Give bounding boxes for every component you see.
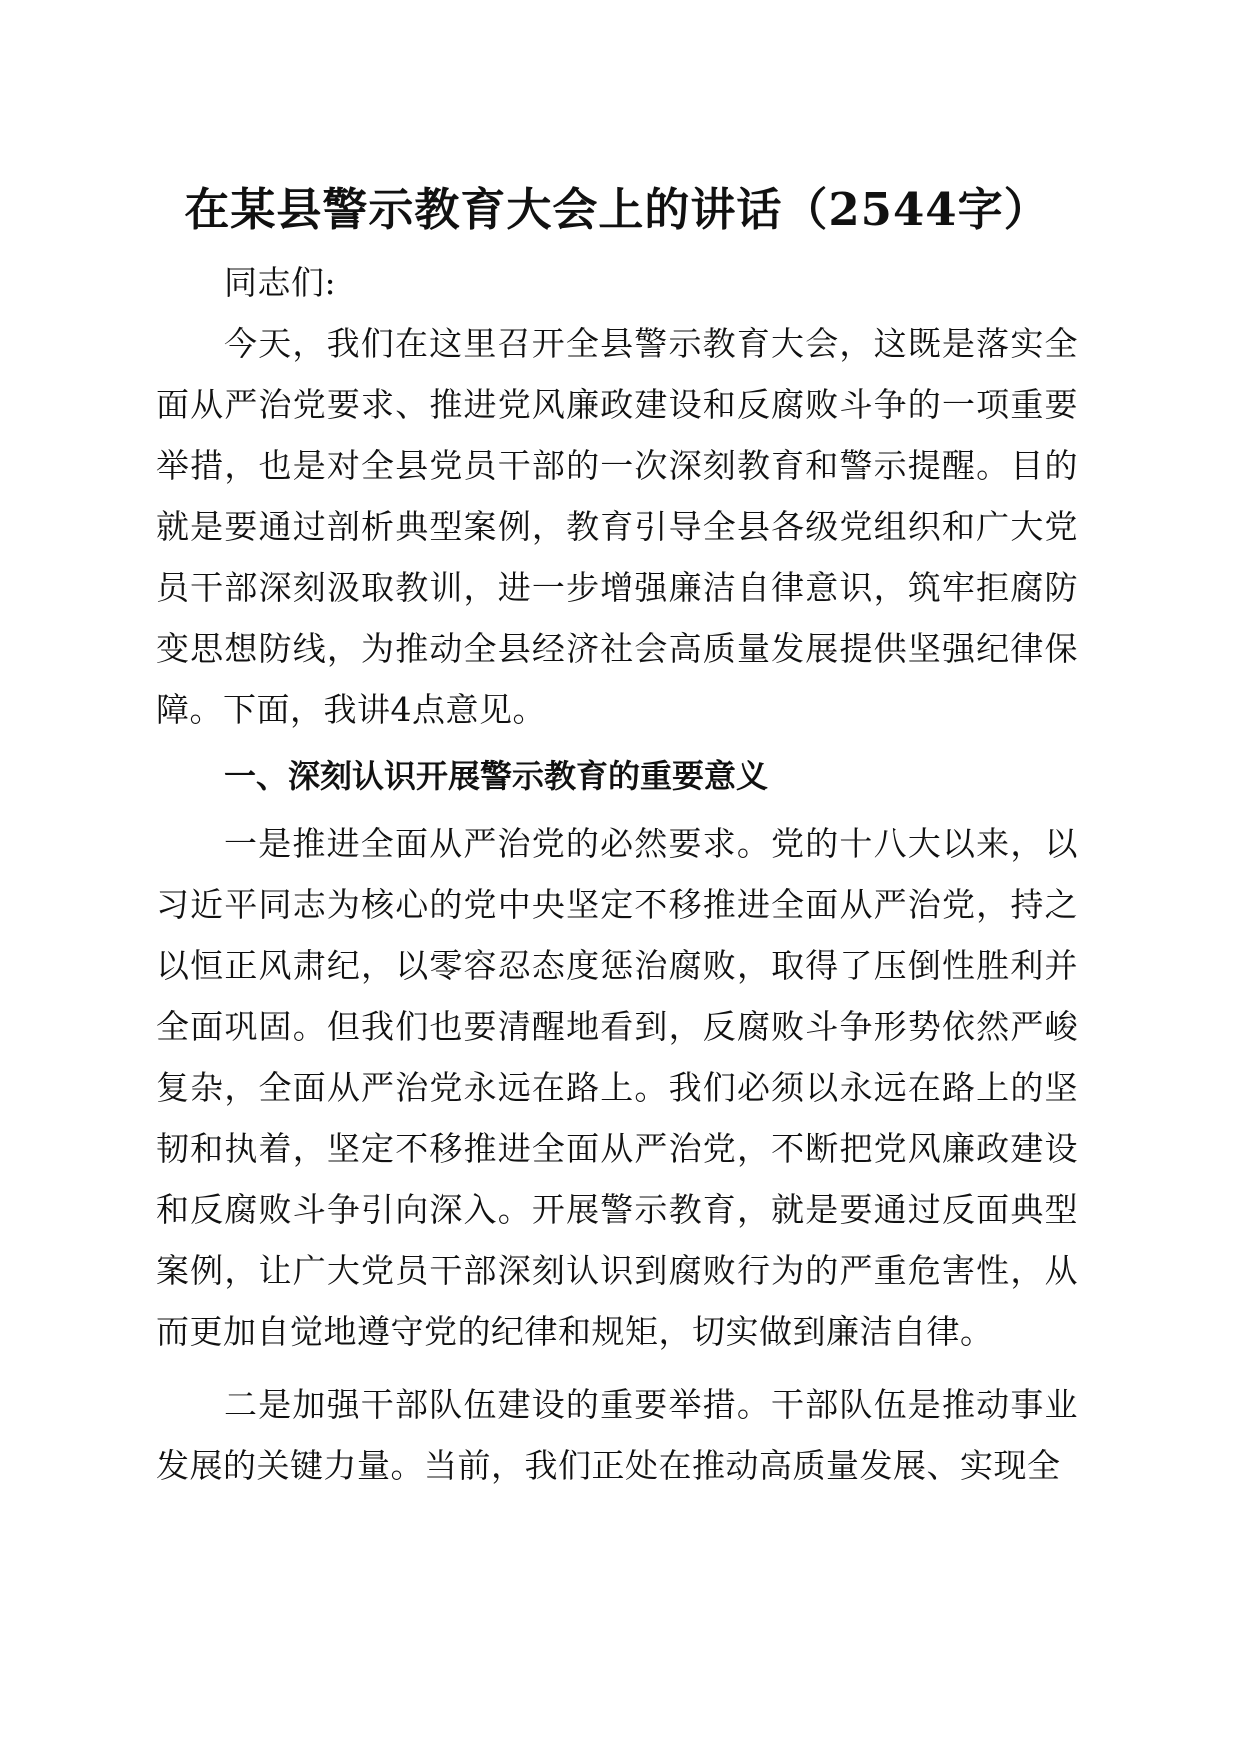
- intro-paragraph: 今天，我们在这里召开全县警示教育大会，这既是落实全面从严治党要求、推进党风廉政建设和反腐败斗争的一项重要举措，也是对全县党员干部的一次深刻教育和警示提醒。目的就是要通过剖析典型案例，教育引导全县各级党组织和广大党员干部深刻汲取教训，进一步增强廉洁自律意识，筑牢拒腐防变思想防线，为推动全县经济社会高质量发展提供坚强纪律保障。下面，我讲4点意见。: [156, 324, 1078, 729]
- salutation: 同志们:: [224, 263, 337, 302]
- section-1-paragraph-1: 一是推进全面从严治党的必然要求。党的十八大以来，以习近平同志为核心的党中央坚定不移推进全面从严治党，持之以恒正风肃纪，以零容忍态度惩治腐败，取得了压倒性胜利并全面巩固。但我们也要清醒地看到，反腐败斗争形势依然严峻复杂，全面从严治党永远在路上。我们必须以永远在路上的坚韧和执着，坚定不移推进全面从严治党，不断把党风廉政建设和反腐败斗争引向深入。开展警示教育，就是要通过反面典型案例，让广大党员干部深刻认识到腐败行为的严重危害性，从而更加自觉地遵守党的纪律和规矩，切实做到廉洁自律。: [156, 824, 1078, 1351]
- document-page: [156, 180, 1078, 1496]
- document-title: 在某县警示教育大会上的讲话（2544字）: [184, 183, 1050, 236]
- section-heading-1: 一、深刻认识开展警示教育的重要意义: [224, 757, 769, 795]
- section-1-paragraph-2: 二是加强干部队伍建设的重要举措。干部队伍是推动事业发展的关键力量。当前，我们正处在推动高质量发展、实现全: [156, 1385, 1078, 1485]
